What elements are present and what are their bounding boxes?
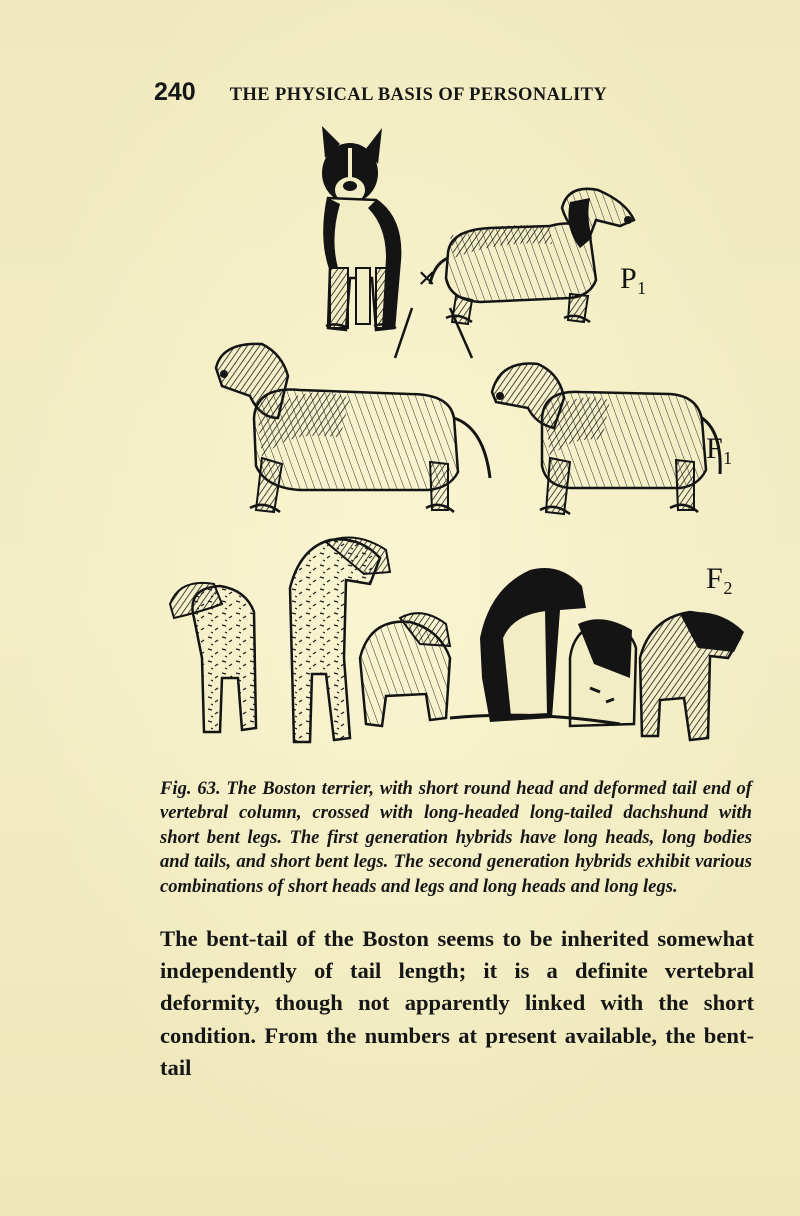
running-head (154, 78, 674, 112)
figure-caption: Fig. 63. The Boston terrier, with short round head and deformed tail end of vertebral column, crossed with long-headed long-tailed dachshund with short bent legs. The first generation hybrids have long heads, long bodies and tails, and short bent legs. The second generation hybrids exhibit various combinations of short heads and legs and long heads and long legs. (160, 777, 752, 897)
label-f1: F₁ (706, 432, 734, 465)
dog-cross-figure (150, 118, 750, 758)
dachshund-illustration (430, 189, 634, 324)
f2-hybrid-dog-illustration (170, 538, 744, 743)
running-title: THE PHYSICAL BASIS OF PERSONALITY (229, 85, 608, 105)
body-paragraph: The bent-tail of the Boston seems to be inherited somewhat independently of tail length; it is a definite vertebral deformity, though not apparently linked with the short condition. From the numbers at present available, the bent-tail (160, 925, 754, 1081)
label-f2: F₂ (706, 562, 734, 595)
label-p1: P₁ (620, 262, 648, 295)
f1-hybrid-dog-illustration (216, 344, 720, 514)
cross-line-left (395, 308, 412, 358)
boston-terrier-illustration (322, 126, 400, 330)
page-number: 240 (154, 78, 196, 106)
figure-illustration (150, 118, 750, 758)
cross-symbol: × (418, 262, 436, 295)
